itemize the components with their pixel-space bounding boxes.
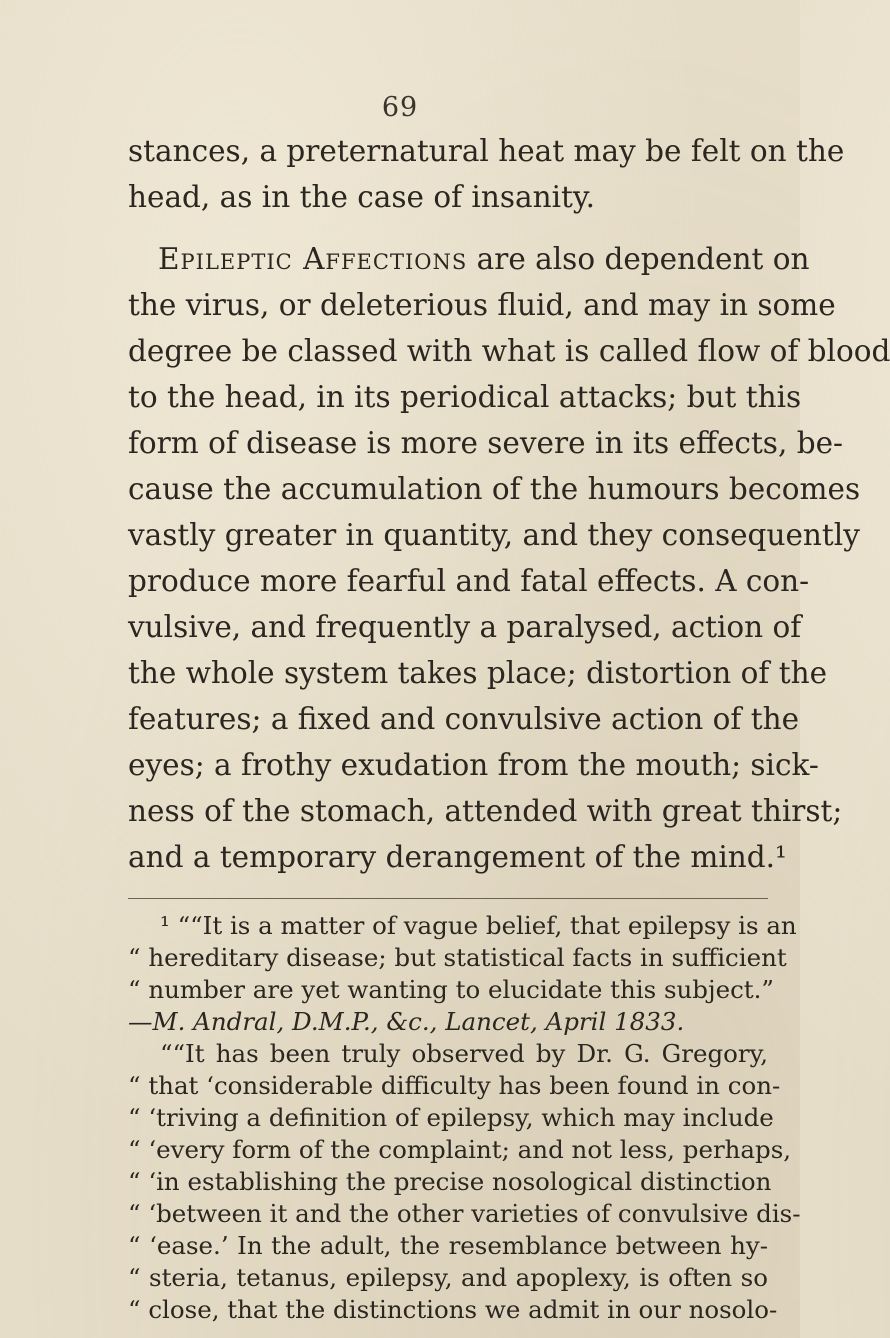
footnote-line: “ that ‘considerable difficulty has been found in con-	[128, 1071, 781, 1100]
footnote-line: “ hereditary disease; but statistical facts in sufficient	[128, 943, 787, 972]
footnote-line: “ number are yet wanting to elucidate this subject.”	[128, 975, 774, 1004]
body-line: eyes; a frothy exudation from the mouth; sick-	[128, 748, 819, 782]
body-line: the virus, or deleterious fluid, and may in some	[128, 288, 836, 322]
body-line: ness of the stomach, attended with great thirst;	[128, 794, 843, 828]
body-line: vastly greater in quantity, and they consequently	[128, 518, 860, 552]
body-line: vulsive, and frequently a paralysed, action of	[128, 610, 802, 644]
body-line: produce more fearful and fatal effects. A con-	[128, 564, 810, 598]
body-line: and a temporary derangement of the mind.¹	[128, 840, 787, 874]
footnote-line: “ ‘ease.’ In the adult, the resemblance between hy-	[128, 1231, 768, 1260]
footnote-line: “ ‘every form of the complaint; and not less, perhaps,	[128, 1135, 792, 1164]
footnote-rule	[128, 898, 768, 899]
page-number: 69	[381, 92, 419, 123]
body-line: stances, a preternatural heat may be felt on the	[128, 134, 845, 168]
footnote-line: ““It has been truly observed by Dr. G. Gregory,	[160, 1039, 768, 1068]
footnote-line: “ steria, tetanus, epilepsy, and apoplexy, is often so	[128, 1263, 768, 1292]
citation-text: —M. Andral, D.M.P., &c., Lancet, April 1833.	[128, 1007, 685, 1036]
body-line: head, as in the case of insanity.	[128, 180, 596, 214]
footnote-line: ¹ ““It is a matter of vague belief, that epilepsy is an	[160, 911, 797, 940]
body-text: are also dependent on	[467, 242, 810, 276]
body-line: cause the accumulation of the humours becomes	[128, 472, 861, 506]
paragraph-first-line	[158, 236, 810, 282]
footnote-line: “ ‘triving a definition of epilepsy, which may include	[128, 1103, 774, 1132]
footnote-citation	[128, 1006, 768, 1038]
body-line: the whole system takes place; distortion of the	[128, 656, 828, 690]
body-line: degree be classed with what is called flow of blood	[128, 334, 890, 368]
footnote-line: “ close, that the distinctions we admit in our nosolo-	[128, 1295, 778, 1324]
footnote-line: “ ‘in establishing the precise nosological distinction	[128, 1167, 772, 1196]
body-line: form of disease is more severe in its effects, be-	[128, 426, 844, 460]
section-heading: Epileptic Affections	[158, 242, 468, 276]
body-line: features; a fixed and convulsive action of the	[128, 702, 800, 736]
body-line: to the head, in its periodical attacks; but this	[128, 380, 802, 414]
footnote-line: “ ‘between it and the other varieties of convulsive dis-	[128, 1199, 801, 1228]
